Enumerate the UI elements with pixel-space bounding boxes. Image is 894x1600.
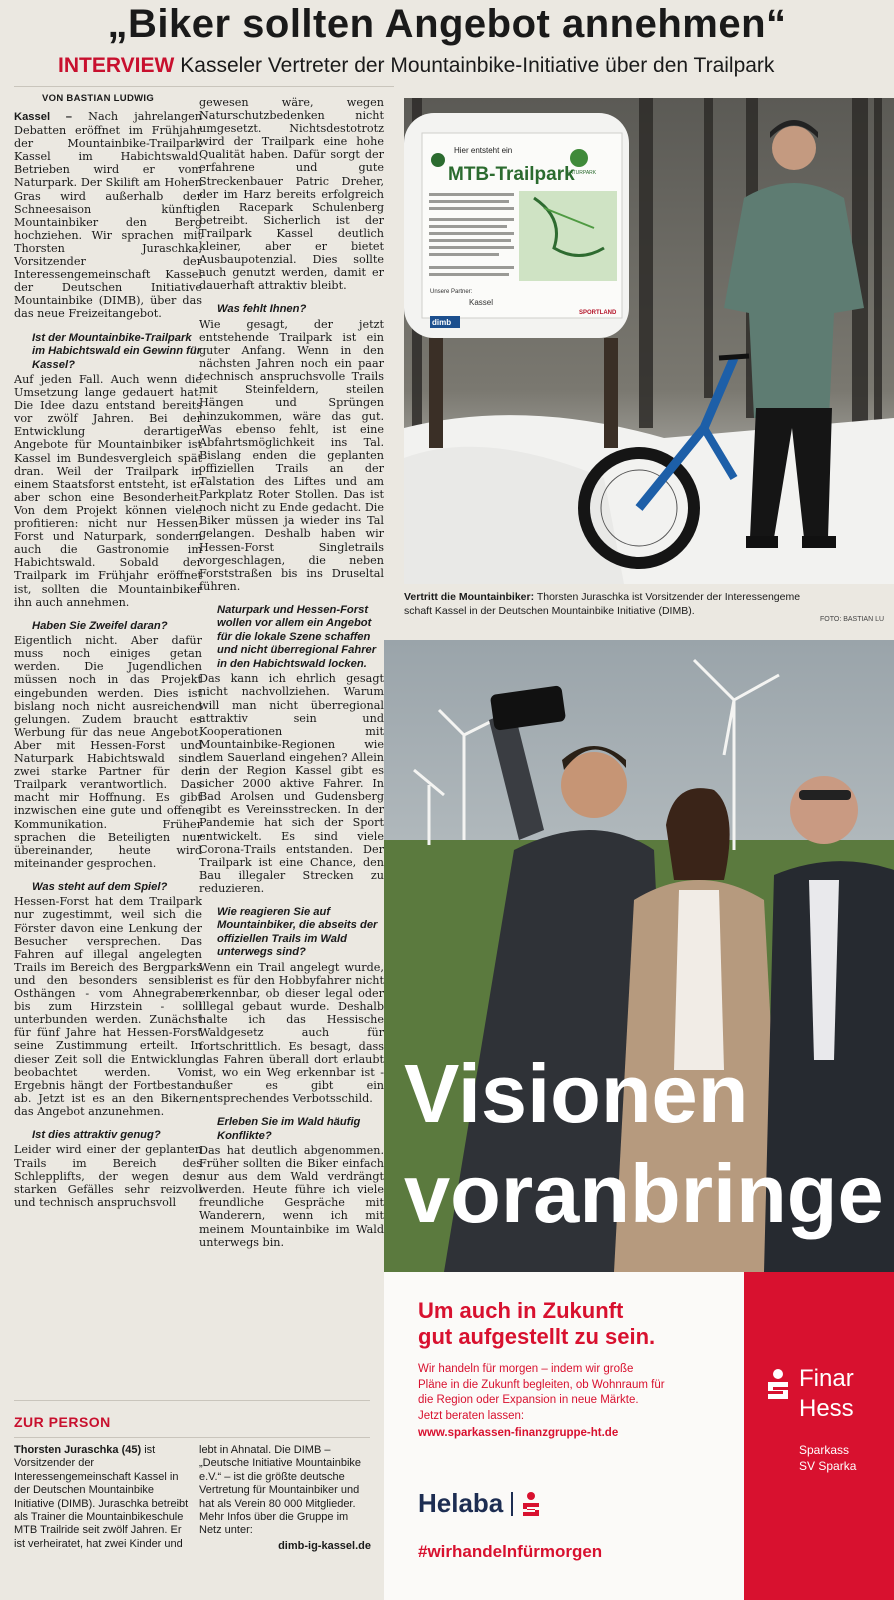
article-column-2: [199, 96, 384, 1362]
subhead: [58, 52, 774, 80]
paragraph-text: Nach jahrelangen Debatten eröffnet im Frühjahr der Mountainbike-Trailpark Kassel im Habichtswald. Betrieben wird er vom Naturpark. Der Skilift am Hohen Gras wird außerhalb der Schneesaison künftig Mountainbiker den Berg hochziehen. Wir sprachen mit Thorsten Juraschka, Vorsitzender der Interessengemeinschaft Kassel der Deutschen Initiative Mountainbike (DIMB), über das das neue Freizeitangebot.: [14, 110, 202, 321]
ad-red-line-1: Finar: [799, 1365, 854, 1392]
interview-question: Was fehlt Ihnen?: [217, 303, 307, 316]
ad-hashtag: #wirhandelnfürmorgen: [418, 1542, 603, 1561]
interview-question: Was steht auf dem Spiel?: [32, 880, 168, 893]
ad-red-panel: [744, 1272, 894, 1600]
sign-subtitle: Hier entsteht ein: [454, 146, 513, 155]
paragraph: Wie gesagt, der jetzt entstehende Trailpark ist ein guter Anfang. Wenn in den nächsten Jahren noch ein paar technisch anspruchsvolle Trails mit Steinfeldern, steilen Hängen und Sprüngen hinzukommen, wäre das gut. Was ebenso fehlt, ist eine Abfahrtsmöglichkeit ins Tal. Bislang enden die geplanten offiziellen Trails an der Talstation des Liftes und am Parkplatz Roter Stollen. Das ist noch nicht zu Ende gedacht. Die Biker müssen ja wieder ins Tal gelangen. Deshalb haben wir Hessen-Forst Singletrails vorgeschlagen, die neben Forststraßen bis ins Druseltal führen.: [199, 317, 384, 593]
caption-text-2: schaft Kassel in der Deutschen Mountainbike Initiative (DIMB).: [404, 604, 695, 617]
sign-naturpark: NATURPARK: [566, 170, 597, 176]
ad-photo-illustration: [384, 640, 894, 1272]
zur-person-text-left: ist Vorsitzender der Interessengemeinschaft Kassel in der Deutschen Mountainbike Initiative (DIMB). Juraschka betreibt als Trainer die Mountainbikeschule MTB Trailride seit zwölf Jahren. Er ist verheiratet, hat zwei Kinder und: [14, 1444, 189, 1550]
paragraph: gewesen wäre, wegen Naturschutzbedenken nicht umgesetzt. Nichtsdestotrotz wird der Trailpark eine hohe Qualität haben. Dafür sorgt der erfahrene und gute Streckenbauer Patric Dreher, der im Harz bereits erfolgreich den Racepark Schulenberg betreibt. Sicherlich ist der Trailpark Kassel deutlich kleiner, aber er bietet Ausbaupotenzial. Dies sollte auch genutzt werden, damit er dauerhaft attraktiv bleibt.: [199, 96, 384, 293]
paragraph: Hessen-Forst hat dem Trailpark nur zugestimmt, weil sich die Förster davon eine Lenkung der Besucher versprechen. Das Fahren auf illegal angelegten Trails im Bereich des Bergparks und den besonders sensiblen Osthängen - vom Ahnegraben bis zum Hirzstein - soll unterbunden werden. Zunächst für fünf Jahre hat Hessen-Forst seine Zustimmung erteilt. In dieser Zeit soll die Entwicklung beobachtet werden. Vom Ergebnis hängt der Fortbestand ab. Jetzt ist es an den Bikern, das Angebot anzunehmen.: [14, 895, 202, 1118]
interview-question: Haben Sie Zweifel daran?: [32, 619, 168, 632]
interview-question: Wie reagieren Sie auf Mountainbiker, die abseits der offiziellen Trails im Wald unterwegs sind?: [217, 905, 378, 959]
caption-text-1: Thorsten Juraschka ist Vorsitzender der Interessengeme: [536, 591, 801, 603]
byline: VON BASTIAN LUDWIG: [42, 93, 155, 104]
divider: [14, 86, 394, 87]
interview-question: Ist dies attraktiv genug?: [32, 1128, 161, 1141]
ad-url-link[interactable]: www.sparkassen-finanzgruppe-ht.de: [418, 1427, 619, 1439]
sign-kassel: Kassel: [469, 298, 494, 307]
sparkasse-advertisement: [384, 640, 894, 1600]
interview-kicker: INTERVIEW: [58, 54, 175, 77]
article-column-1: [14, 110, 202, 1386]
ad-slogan-line-1: Um auch in Zukunft: [418, 1298, 624, 1323]
helaba-wordmark: Helaba: [418, 1488, 504, 1518]
helaba-logo: [418, 1488, 541, 1519]
interview-question: Ist der Mountainbike-Trailpark im Habichtswald ein Gewinn für Kassel?: [32, 331, 202, 371]
divider: [14, 1400, 370, 1401]
ad-slogan-line-2: gut aufgestellt zu sein.: [418, 1324, 656, 1349]
headline: „Biker sollten Angebot annehmen“: [107, 2, 787, 46]
photo-biker-trailpark-sign: [404, 98, 894, 584]
paragraph: Auf jeden Fall. Auch wenn die Umsetzung lange gedauert hat. Die Idee dazu entstand bereits vor zwölf Jahren. Bei der Entwicklung derartiger Angebote für Mountainbiker ist Kassel im Bundesvergleich spät dran. Weil der Trailpark in einem Staatsforst entsteht, ist er aber schon eine Besonderheit. Von dem Projekt können viele profitieren: nicht nur Hessen-Forst und Naturpark, sondern auch die Gastronomie im Habichtswald. Sobald der Trailpark im Frühjahr eröffnet ist, sollten die Mountainbiker ihn auch annehmen.: [14, 373, 202, 609]
dimb-url-link[interactable]: dimb-ig-kassel.de: [278, 1539, 371, 1552]
paragraph: Wenn ein Trail angelegt wurde, ist es für den Hobbyfahrer nicht erkennbar, ob dieser legal oder illegal gebaut wurde. Deshalb halte ich das Hessische Waldgesetz auch für fortschrittlich. Es besagt, dass das Fahren überall dort erlaubt ist, wo ein Weg erkennbar ist - außer es gibt ein entsprechendes Verbotsschild.: [199, 960, 384, 1105]
photo-credit: FOTO: BASTIAN LU: [820, 616, 885, 623]
ad-body: [418, 1362, 665, 1424]
caption-lead: Vertritt die Mountainbiker:: [404, 591, 535, 603]
paragraph: [14, 110, 202, 321]
ad-red-line-4: SV Sparka: [799, 1459, 857, 1473]
zur-person-right: [199, 1444, 371, 1553]
sign-sportland-logo: SPORTLAND: [579, 310, 617, 316]
sparkasse-s-icon: [521, 1491, 541, 1517]
sign-partner: Unsere Partner:: [430, 289, 473, 295]
ad-red-line-2: Hess: [799, 1395, 854, 1422]
zur-person-name: Thorsten Juraschka (45): [14, 1444, 142, 1456]
ad-body-line: Jetzt beraten lassen:: [418, 1409, 525, 1422]
interview-question: Naturpark und Hessen-Forst wollen vor allem ein Angebot für die lokale Szene schaffen und nicht überregional Fahrer in den Habichtswald locken.: [217, 603, 377, 670]
interview-question: Erleben Sie im Wald häufig Konflikte?: [217, 1116, 361, 1142]
ad-photo-selfie: [384, 640, 894, 1272]
sign-title: MTB-Trailpark: [448, 164, 575, 185]
ad-red-line-3: Sparkass: [799, 1443, 850, 1457]
zur-person-heading: ZUR PERSON: [14, 1414, 111, 1430]
ad-headline-line-1: Visionen: [404, 1047, 749, 1140]
divider: [14, 1437, 370, 1438]
ad-body-line: Pläne in die Zukunft begleiten, ob Wohnraum für: [418, 1378, 665, 1391]
ad-body-line: die Region oder Expansion in neue Märkte.: [418, 1394, 639, 1406]
ad-headline-line-2: voranbringe: [404, 1147, 884, 1240]
zur-person-text-right: lebt in Ahnatal. Die DIMB – „Deutsche Initiative Mountainbike e.V.“ – ist die größte deutsche Vertretung für Mountainbiker und hat als Verein 80 000 Mitglieder. Mehr Infos über die Gruppe im Netz unter:: [199, 1444, 362, 1537]
photo-illustration: [404, 98, 894, 584]
paragraph: Leider wird einer der geplanten Trails im Bereich des Schlepplifts, der wegen des starken Gefälles sehr reizvoll und technisch anspruchsvoll: [14, 1143, 202, 1209]
subhead-text: Kasseler Vertreter der Mountainbike-Initiative über den Trailpark: [180, 54, 775, 77]
dateline: Kassel –: [14, 111, 72, 123]
photo-caption: [404, 591, 894, 618]
sign-dimb-logo: dimb: [432, 318, 452, 327]
zur-person-left: [14, 1444, 192, 1551]
paragraph: Eigentlich nicht. Aber dafür muss noch einiges getan werden. Die Jugendlichen müssen noch in das Projekt eingebunden werden. Dies ist bislang noch nicht ausreichend gelungen. Zudem braucht es Werbung für das neue Angebot. Aber mit Hessen-Forst und Naturpark Habichtswald sind zwei starke Partner für den Trailpark verantwortlich. Das macht mir Hoffnung. Es gibt inzwischen eine gute und offene Kommunikation. Früher sprachen die Beteiligten nur übereinander, heute wird miteinander gesprochen.: [14, 634, 202, 870]
sparkasse-s-icon: [766, 1368, 790, 1400]
paragraph: Das hat deutlich abgenommen. Früher sollten die Biker einfach nur aus dem Wald verdrängt werden. Heute führe ich viele freundliche Gespräche mit Wanderern, wenn ich mit meinem Mountainbike im Wald unterwegs bin.: [199, 1144, 384, 1249]
paragraph: Das kann ich ehrlich gesagt nicht nachvollziehen. Warum will man nicht überregional attraktiv sein und Kooperationen mit Mountainbike-Regionen wie dem Sauerland eingehen? Allein in der Region Kassel gibt es sicher 2000 aktive Fahrer. In Bad Arolsen und Gudensberg gibt es Vereinsstrecken. In der Pandemie hat sich der Sport entwickelt. Es sind viele Corona-Trails entstanden. Der Trailpark ist eine Chance, den Bau illegaler Strecken zu reduzieren.: [199, 672, 384, 895]
ad-body-line: Wir handeln für morgen – indem wir große: [418, 1363, 634, 1375]
